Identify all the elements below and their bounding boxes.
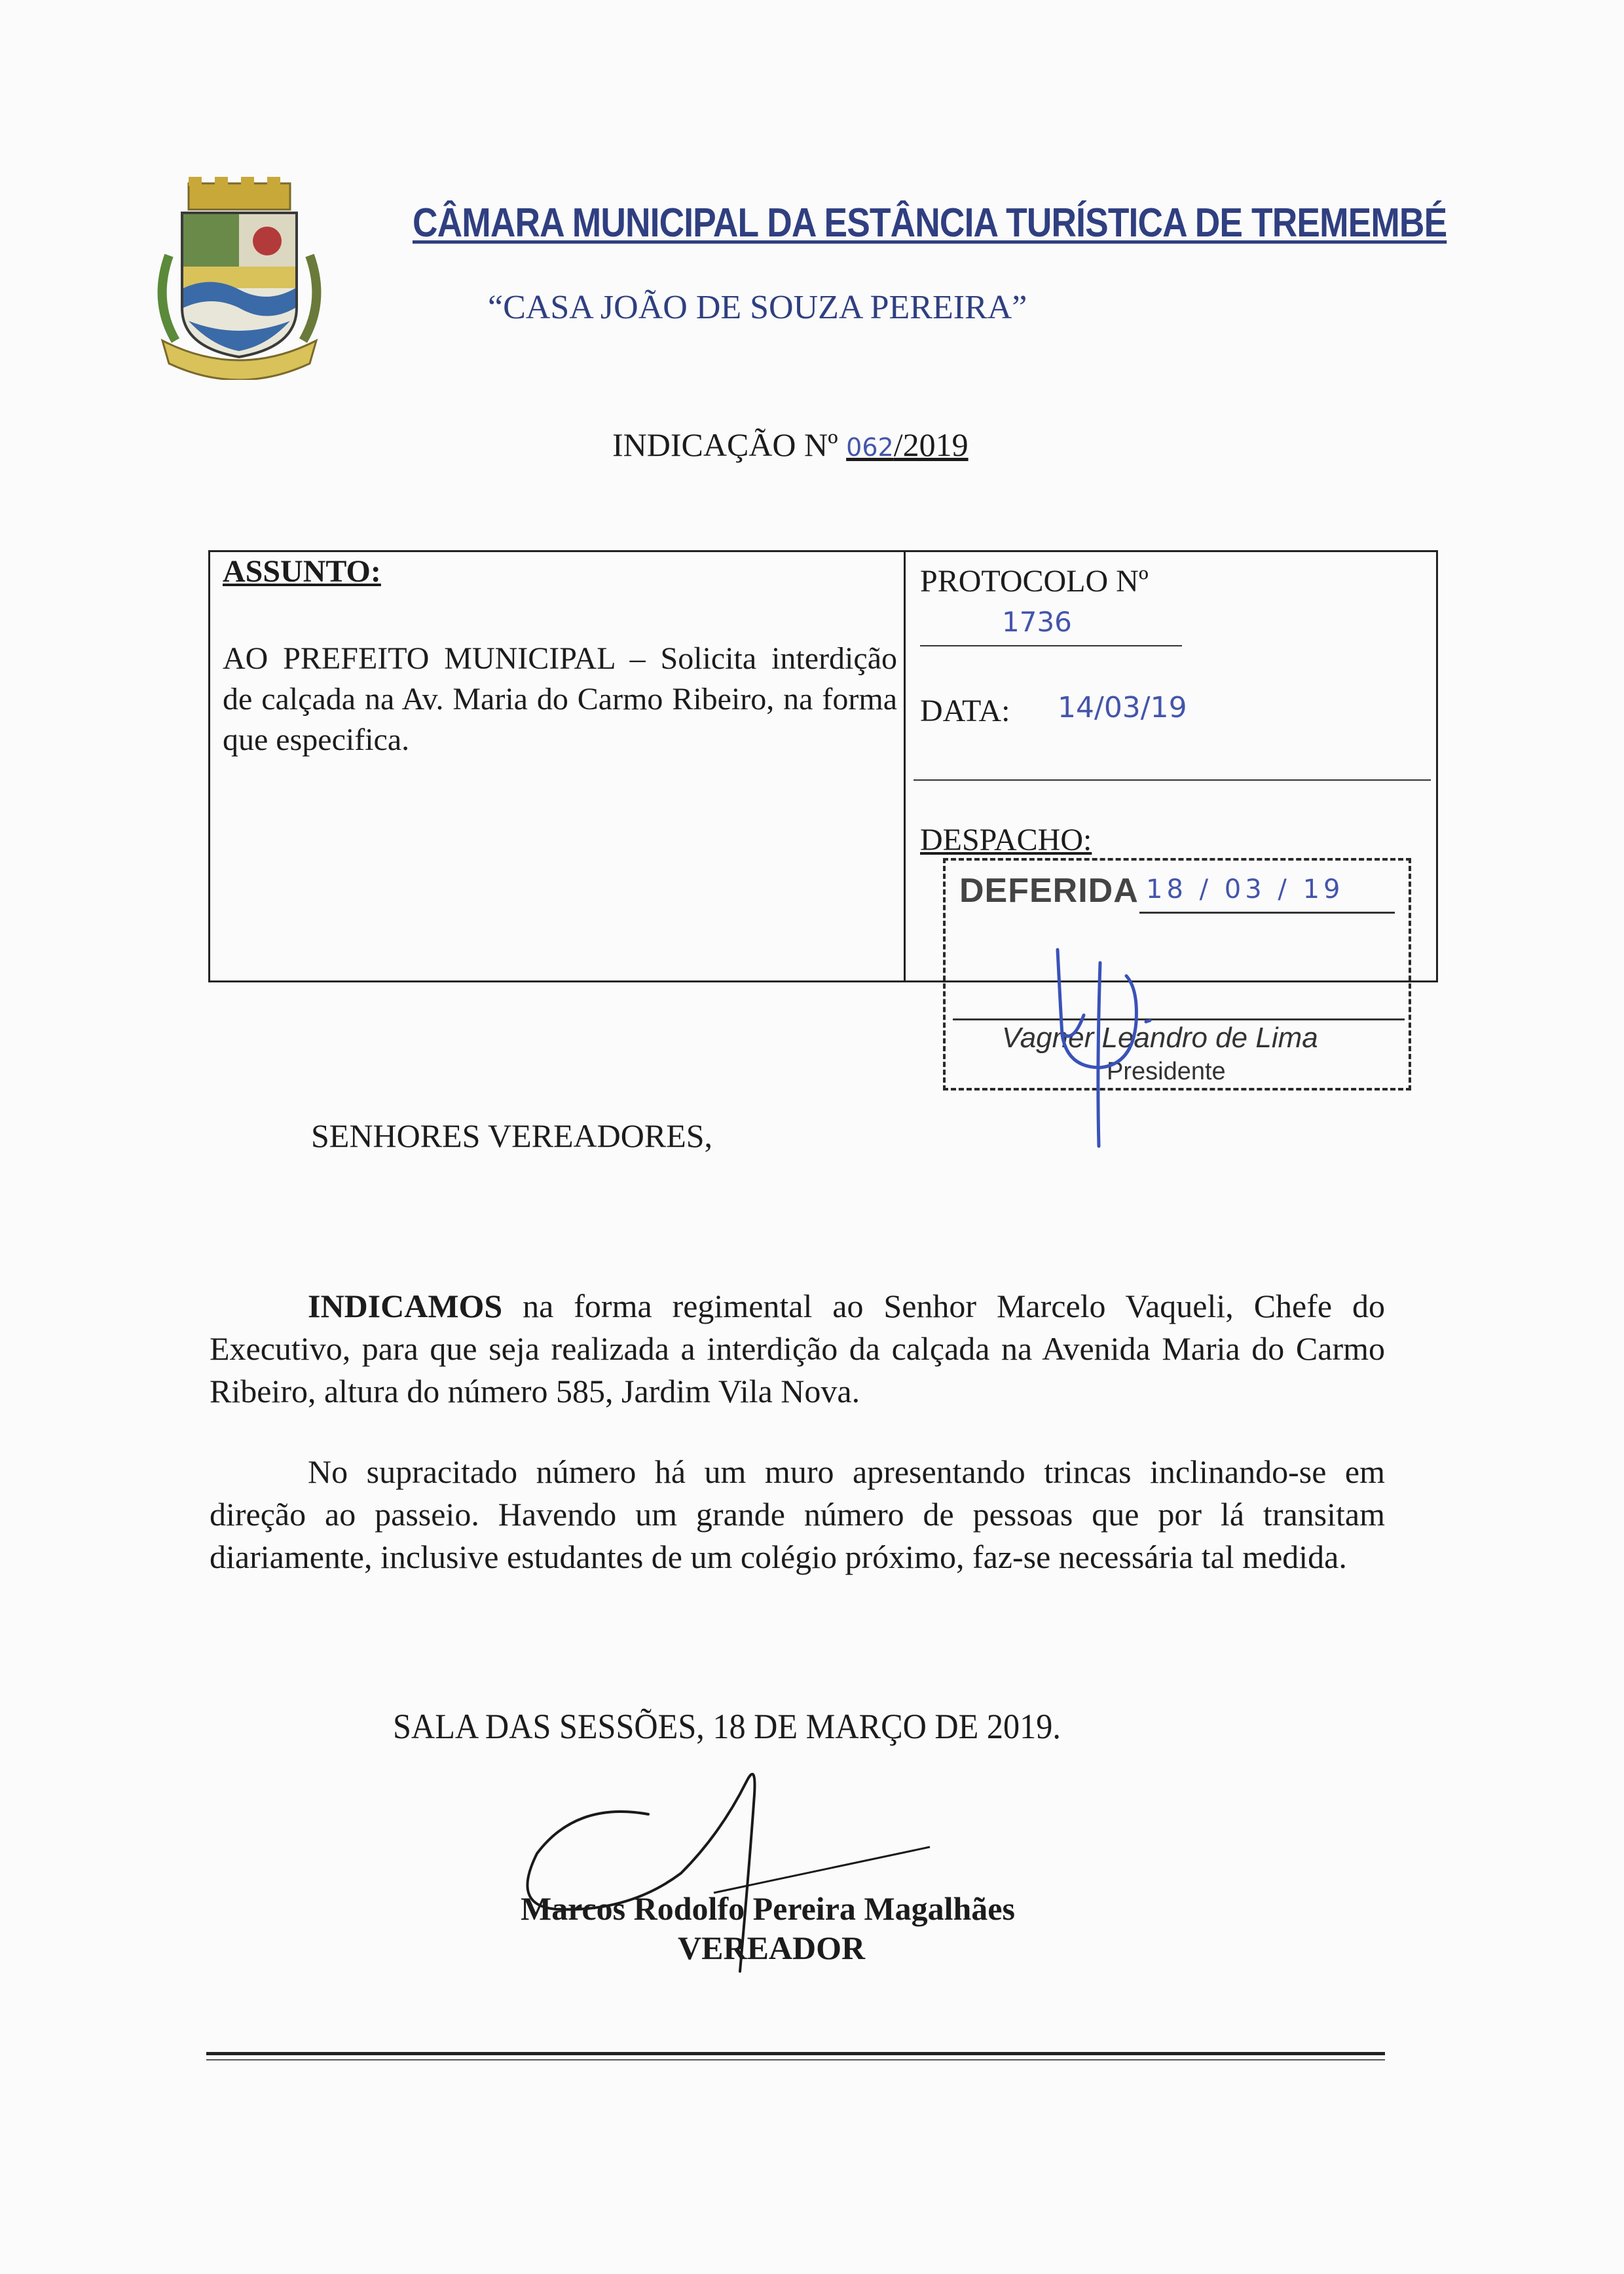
salutation: SENHORES VEREADORES, <box>311 1117 713 1154</box>
protocolo-label: PROTOCOLO Nº <box>920 564 1149 599</box>
paragraph-1-lead: INDICAMOS <box>308 1288 503 1324</box>
indicacao-year: /2019 <box>893 426 969 463</box>
stamp-date: 18 / 03 / 19 <box>1146 874 1344 904</box>
indicacao-handwritten-number: 062 <box>846 433 894 462</box>
paragraph-2: No supracitado número há um muro apresentando trincas inclinando-se em direção ao passeio. Havendo um grande número de pessoas que por lá transitam diariamente, inclusive estudantes de um colégio próximo, faz-se necessária tal medida. <box>210 1453 1385 1575</box>
assunto-text: AO PREFEITO MUNICIPAL – Solicita interdição de calçada na Av. Maria do Carmo Ribeiro, na forma que especifica. <box>223 641 897 757</box>
stamp-role: Presidente <box>1107 1058 1226 1085</box>
institution-subtitle: “CASA JOÃO DE SOUZA PEREIRA” <box>488 289 1027 326</box>
paragraph-1-text: na forma regimental ao Senhor Marcelo Vaqueli, Chefe do Executivo, para que seja realizada a interdição da calçada na Avenida Maria do Carmo Ribeiro, altura do número 585, Jardim Vila Nova. <box>210 1288 1385 1409</box>
despacho-label: DESPACHO: <box>920 823 1092 857</box>
footer-rule-thin <box>206 2059 1385 2060</box>
table-divider <box>904 550 906 982</box>
paragraph-1 <box>210 1285 1385 1413</box>
institution-title: CÂMARA MUNICIPAL DA ESTÂNCIA TURÍSTICA DE TREMEMBÉ <box>413 200 1447 246</box>
indicacao-number <box>612 426 969 464</box>
data-value: 14/03/19 <box>1058 691 1187 724</box>
data-label: DATA: <box>920 694 1010 728</box>
stamp-date-line <box>1139 912 1395 914</box>
coat-of-arms-icon <box>149 177 329 380</box>
data-line <box>913 779 1431 781</box>
author-name: Marcos Rodolfo Pereira Magalhães <box>521 1890 1015 1927</box>
indicacao-label: INDICAÇÃO Nº <box>612 426 838 463</box>
assunto-heading: ASSUNTO: <box>223 554 381 589</box>
stamp-status: DEFERIDA <box>959 872 1139 910</box>
author-role: VEREADOR <box>678 1929 866 1966</box>
protocolo-line <box>920 645 1182 646</box>
protocolo-value: 1736 <box>1002 606 1072 638</box>
stamp-name: Vagner Leandro de Lima <box>1002 1022 1318 1054</box>
closing-line: SALA DAS SESSÕES, 18 DE MARÇO DE 2019. <box>393 1707 1061 1746</box>
president-signature-icon <box>1022 937 1185 1153</box>
footer-rule <box>206 2052 1385 2055</box>
